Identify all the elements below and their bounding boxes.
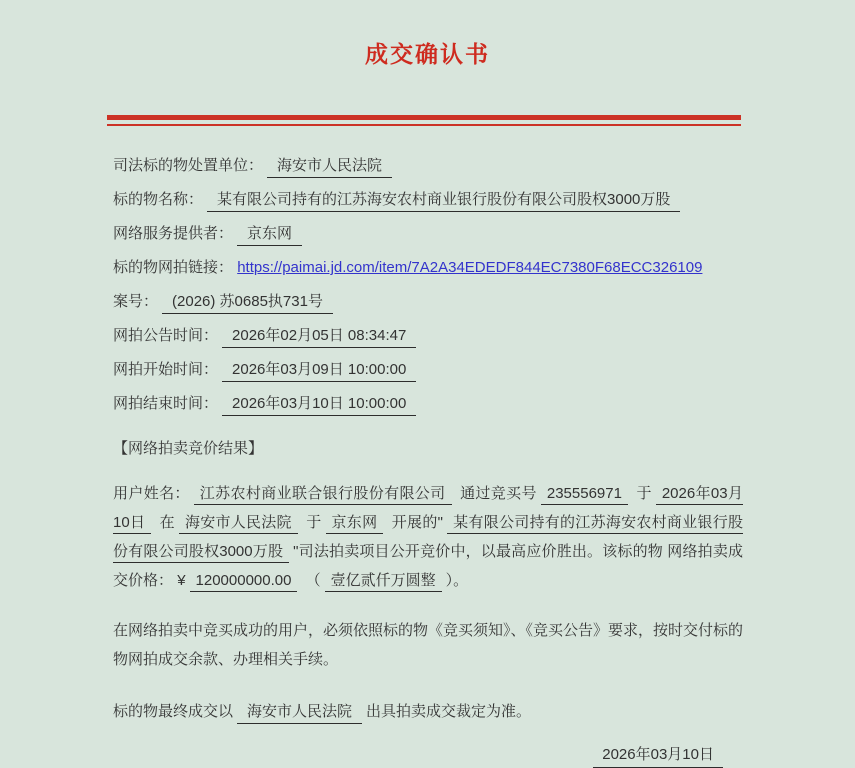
result-paragraph: 用户姓名： 江苏农村商业联合银行股份有限公司 通过竞买号 235556971 于 2026年03月10日 在 海安市人民法院 于 京东网 开展的" 某有限公司持有的江苏海安农村商业银行股份有限公司股权3000万股 "司法拍卖项目公开竞价中，以最高应价胜出。该标的物 网络拍卖成交价格： ¥ 120000000.00 （ 壹亿贰仟万圆整 ）。 <box>113 479 743 595</box>
field-row-service-provider <box>113 223 743 244</box>
field-value-subject-name: 某有限公司持有的江苏海安农村商业银行股份有限公司股权3000万股 <box>207 191 680 212</box>
field-label: 案号： <box>113 293 159 310</box>
field-row-auction-link <box>113 257 743 278</box>
field-label: 网拍开始时间： <box>113 361 219 378</box>
field-row-announce-time <box>113 325 743 346</box>
auction-subject: 某有限公司持有的江苏海安农村商业银行股份有限公司股权3000万股 <box>113 514 743 563</box>
page-title: 成交确认书 <box>365 41 490 67</box>
field-label: 网拍结束时间： <box>113 395 219 412</box>
rule-thin-line <box>107 124 741 126</box>
bidder-number: 235556971 <box>541 485 628 505</box>
field-value-case-number: (2026) 苏0685执731号 <box>162 293 333 314</box>
field-label: 司法标的物处置单位： <box>113 157 264 174</box>
deal-price: 120000000.00 <box>190 572 298 592</box>
currency-symbol: ¥ <box>177 572 186 589</box>
ruling-court-name: 海安市人民法院 <box>237 703 362 724</box>
field-row-disposal-unit <box>113 155 743 176</box>
double-rule-divider <box>107 115 741 126</box>
field-value-start-time: 2026年03月09日 10:00:00 <box>222 361 416 382</box>
payment-notice-paragraph: 在网络拍卖中竞买成功的用户，必须依照标的物《竞买须知》、《竞买公告》要求，按时交付标的物网拍成交余款、办理相关手续。 <box>113 622 744 668</box>
field-value-announce-time: 2026年02月05日 08:34:47 <box>222 327 416 348</box>
result-label: 用户姓名： <box>113 485 190 502</box>
field-label: 网络服务提供者： <box>113 225 234 242</box>
deal-price-capital: 壹亿贰仟万圆整 <box>325 572 442 592</box>
document-body <box>113 155 743 767</box>
field-row-end-time <box>113 393 743 414</box>
field-row-subject-name <box>113 189 743 210</box>
field-row-case-number <box>113 291 743 312</box>
field-row-start-time <box>113 359 743 380</box>
platform-name: 京东网 <box>326 514 384 534</box>
issue-date-line <box>113 743 743 767</box>
final-ruling-paragraph: 标的物最终成交以 海安市人民法院 出具拍卖成交裁定为准。 <box>113 697 743 726</box>
field-value-disposal-unit: 海安市人民法院 <box>267 157 392 178</box>
field-label: 标的物网拍链接： <box>113 259 234 276</box>
field-value-end-time: 2026年03月10日 10:00:00 <box>222 395 416 416</box>
section-header-bidding-result: 【网络拍卖竞价结果】 <box>113 440 264 457</box>
court-name: 海安市人民法院 <box>179 514 298 534</box>
field-label: 网拍公告时间： <box>113 327 219 344</box>
deal-date: 2026年03月10日 <box>113 485 743 534</box>
field-label: 标的物名称： <box>113 191 204 208</box>
auction-item-link[interactable]: https://paimai.jd.com/item/7A2A34EDEDF844EC7380F68ECC326109 <box>237 259 703 276</box>
issue-date: 2026年03月10日 <box>593 746 723 768</box>
buyer-name: 江苏农村商业联合银行股份有限公司 <box>194 485 452 505</box>
field-value-service-provider: 京东网 <box>237 225 302 246</box>
